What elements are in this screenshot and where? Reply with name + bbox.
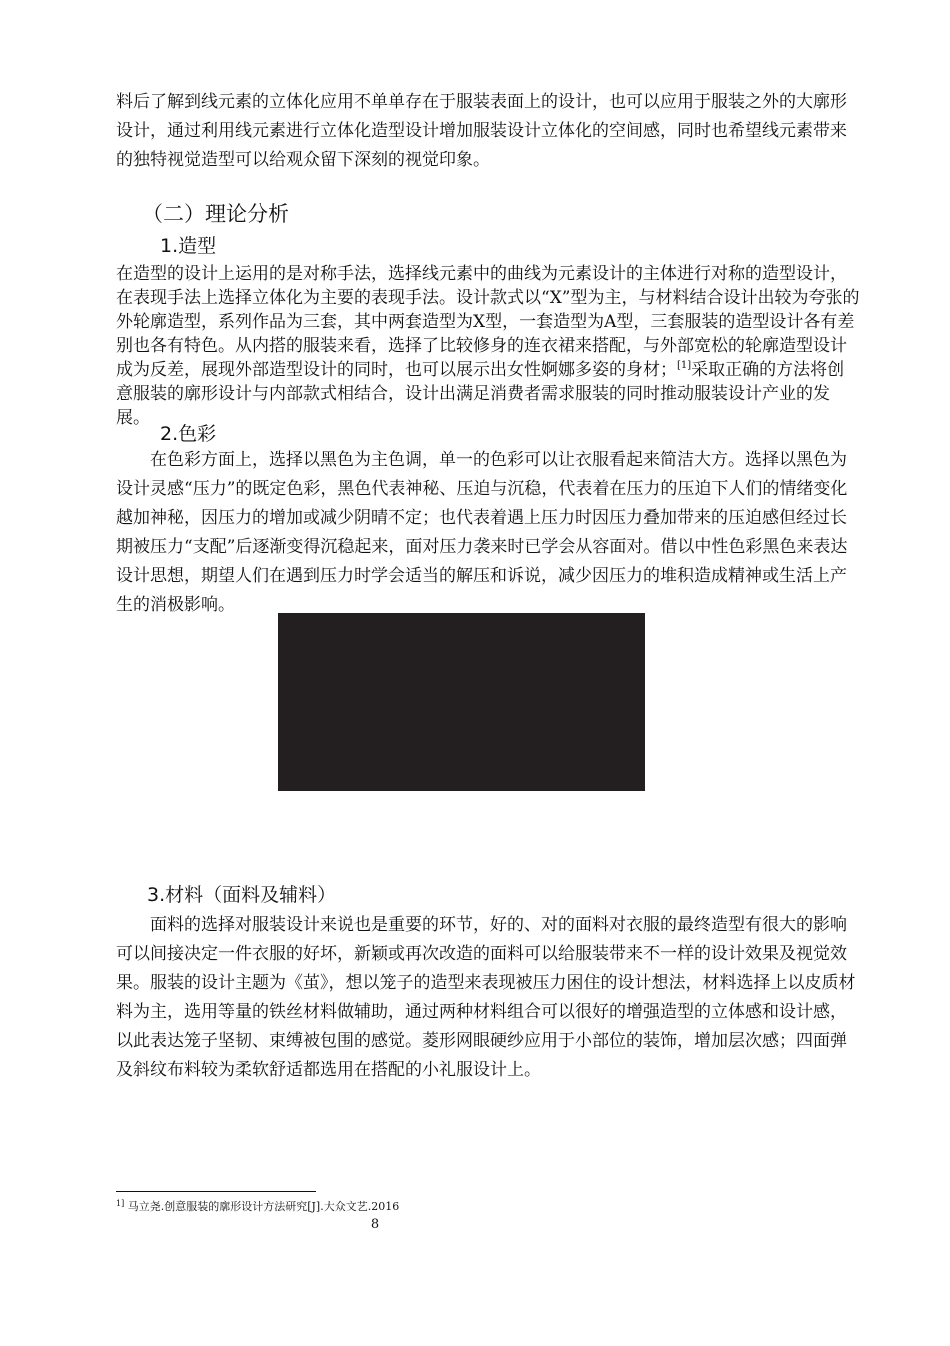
section-heading-theory: （二）理论分析 (142, 202, 289, 226)
citation-marker: [1] (677, 360, 692, 371)
shape-text-continued: 采取正确的方法将创意服装的廓形设计与内部款式相结合，设计出满足消费者需求服装的同时推动服装设计产业的发展。 (116, 360, 845, 428)
subheading-material: 3.材料（面料及辅料） (147, 884, 337, 906)
footnote (116, 1199, 399, 1215)
black-color-swatch-image (278, 613, 645, 791)
subheading-shape: 1.造型 (160, 235, 217, 257)
intro-paragraph: 料后了解到线元素的立体化应用不单单存在于服装表面上的设计，也可以应用于服装之外的大廓形设计，通过利用线元素进行立体化造型设计增加服装设计立体化的空间感，同时也希望线元素带来的独特视觉造型可以给观众留下深刻的视觉印象。 (116, 92, 847, 170)
footnote-text: 马立尧.创意服装的廓形设计方法研究[J].大众文艺.2016 (124, 1200, 400, 1213)
footnote-divider (116, 1191, 316, 1192)
material-paragraph: 面料的选择对服装设计来说也是重要的环节，好的、对的面料对衣服的最终造型有很大的影响可以间接决定一件衣服的好坏，新颖或再次改造的面料可以给服装带来不一样的设计效果及视觉效果。服装的设计主题为《茧》，想以笼子的造型来表现被压力困住的设计想法，材料选择上以皮质材料为主，选用等量的铁丝材料做辅助，通过两种材料组合可以很好的增强造型的立体感和设计感，以此表达笼子坚韧、束缚被包围的感觉。菱形网眼硬纱应用于小部位的装饰，增加层次感；四面弹及斜纹布料较为柔软舒适都选用在搭配的小礼服设计上。 (116, 915, 856, 1080)
page-number: 8 (370, 1217, 380, 1232)
shape-text: 在造型的设计上运用的是对称手法，选择线元素中的曲线为元素设计的主体进行对称的造型设计，在表现手法上选择立体化为主要的表现手法。设计款式以“X”型为主，与材料结合设计出较为夸张的外轮廓造型，系列作品为三套，其中两套造型为X型，一套造型为A型，三套服装的造型设计各有差别也各有特色。从内搭的服装来看，选择了比较修身的连衣裙来搭配，与外部宽松的轮廓造型设计成为反差，展现外部造型设计的同时，也可以展示出女性婀娜多姿的身材； (116, 264, 860, 380)
shape-paragraph (116, 262, 861, 430)
color-paragraph: 在色彩方面上，选择以黑色为主色调，单一的色彩可以让衣服看起来简洁大方。选择以黑色为设计灵感“压力”的既定色彩，黑色代表神秘、压迫与沉稳，代表着在压力的压迫下人们的情绪变化越加神秘，因压力的增加或减少阴晴不定；也代表着遇上压力时因压力叠加带来的压迫感但经过长期被压力“支配”后逐渐变得沉稳起来，面对压力袭来时已学会从容面对。借以中性色彩黑色来表达设计思想，期望人们在遇到压力时学会适当的解压和诉说，减少因压力的堆积造成精神或生活上产生的消极影响。 (116, 450, 848, 615)
footnote-marker: 1] (116, 1199, 125, 1208)
subheading-color: 2.色彩 (160, 423, 217, 445)
